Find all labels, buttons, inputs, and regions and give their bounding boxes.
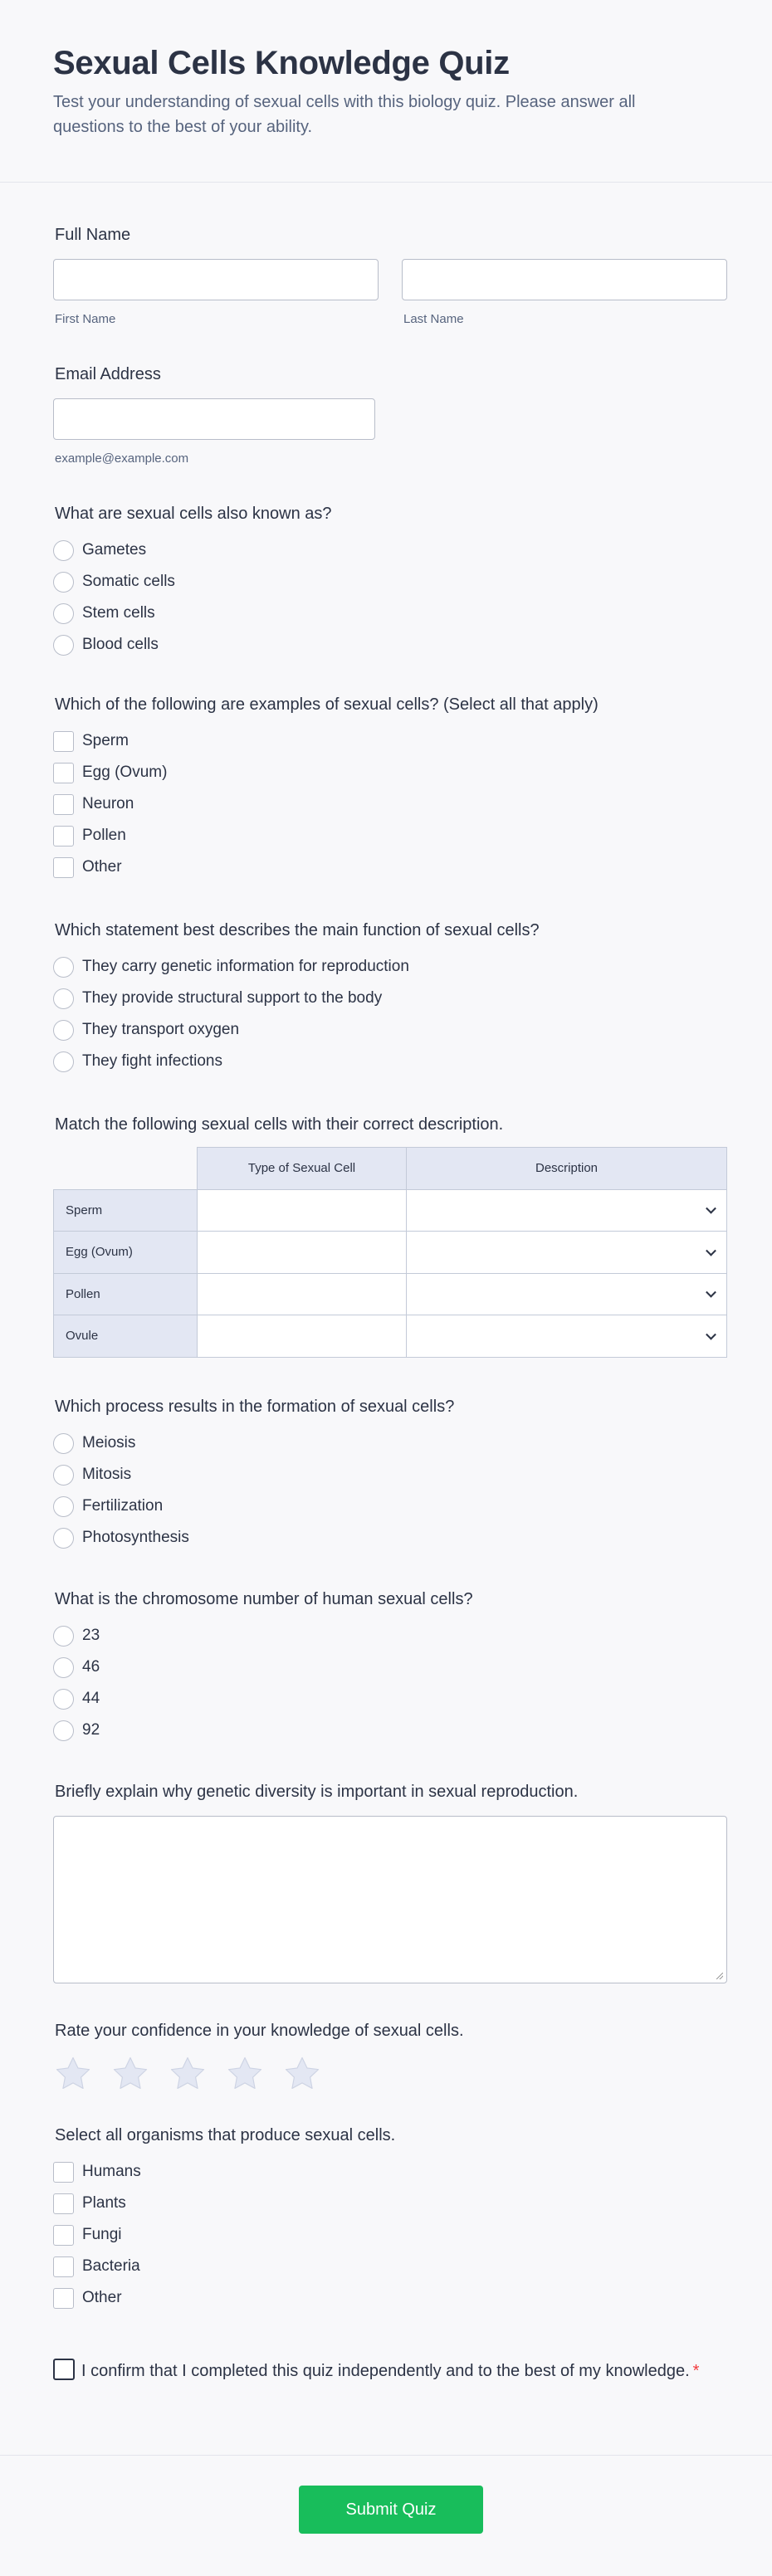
radio-option[interactable] [53, 1715, 727, 1746]
email-input[interactable] [53, 398, 375, 440]
checkbox-option[interactable] [53, 725, 727, 757]
description-select[interactable] [407, 1273, 727, 1315]
radio-option[interactable] [53, 1427, 727, 1459]
column-header-type: Type of Sexual Cell [198, 1148, 407, 1190]
radio-option[interactable] [53, 1490, 727, 1522]
star-rating [53, 2055, 727, 2093]
full-name-label: Full Name [55, 226, 131, 244]
question-confidence-rating [53, 2020, 727, 2093]
last-name-sublabel: Last Name [403, 312, 464, 326]
question-label: Match the following sexual cells with their correct description. [55, 1115, 504, 1134]
table-row [54, 1273, 727, 1315]
option-label: Meiosis [82, 1434, 136, 1451]
star-icon[interactable] [168, 2055, 208, 2093]
radio-option[interactable] [53, 951, 727, 983]
description-select[interactable] [407, 1315, 727, 1358]
option-label: Fungi [82, 2226, 122, 2243]
radio-button[interactable] [53, 635, 74, 656]
radio-option[interactable] [53, 1014, 727, 1046]
option-label: 92 [82, 1721, 100, 1739]
option-label: Somatic cells [82, 573, 175, 590]
radio-group [53, 951, 727, 1077]
description-select[interactable] [407, 1189, 727, 1232]
chevron-down-icon [706, 1329, 716, 1340]
question-main-function [53, 920, 727, 1077]
form-footer [0, 2455, 772, 2576]
submit-button[interactable]: Submit Quiz [299, 2486, 483, 2534]
checkbox-option[interactable] [53, 788, 727, 820]
option-label: Other [82, 858, 122, 876]
type-input[interactable] [198, 1315, 407, 1358]
checkbox[interactable] [53, 2225, 74, 2246]
radio-button[interactable] [53, 988, 74, 1009]
option-label: They provide structural support to the body [82, 989, 383, 1007]
form-header [0, 0, 772, 183]
radio-option[interactable] [53, 1046, 727, 1077]
checkbox[interactable] [53, 2288, 74, 2309]
radio-button[interactable] [53, 1051, 74, 1072]
option-label: 23 [82, 1627, 100, 1644]
checkbox-option[interactable] [53, 2156, 727, 2188]
row-label: Egg (Ovum) [54, 1232, 198, 1274]
radio-button[interactable] [53, 1720, 74, 1741]
option-label: Egg (Ovum) [82, 764, 168, 781]
matching-table [53, 1147, 727, 1358]
option-label: Other [82, 2289, 122, 2306]
option-label: 44 [82, 1690, 100, 1707]
row-label: Pollen [54, 1273, 198, 1315]
table-row [54, 1189, 727, 1232]
checkbox-option[interactable] [53, 2251, 727, 2282]
star-icon[interactable] [53, 2055, 93, 2093]
option-label: Mitosis [82, 1466, 132, 1483]
email-field [53, 363, 727, 466]
checkbox[interactable] [53, 2256, 74, 2277]
radio-button[interactable] [53, 1433, 74, 1454]
radio-group [53, 1620, 727, 1746]
radio-option[interactable] [53, 983, 727, 1014]
radio-option[interactable] [53, 1683, 727, 1715]
page-title: Sexual Cells Knowledge Quiz [53, 45, 510, 81]
option-label: They transport oxygen [82, 1021, 240, 1038]
radio-option[interactable] [53, 1620, 727, 1651]
radio-button[interactable] [53, 1689, 74, 1710]
first-name-input[interactable] [53, 259, 379, 300]
checkbox[interactable] [53, 2162, 74, 2183]
resize-handle-icon[interactable] [716, 1973, 723, 1979]
row-label: Ovule [54, 1315, 198, 1358]
question-label: Which process results in the formation of sexual cells? [55, 1398, 455, 1416]
radio-button[interactable] [53, 1528, 74, 1549]
full-name-field [53, 224, 727, 326]
option-label: Pollen [82, 827, 126, 844]
question-label: Select all organisms that produce sexual cells. [55, 2126, 396, 2144]
question-sexual-cells-known-as [53, 503, 727, 661]
page-description: Test your understanding of sexual cells with this biology quiz. Please answer all questions to the best of your ability. [53, 93, 636, 136]
checkbox[interactable] [53, 826, 74, 846]
option-label: Fertilization [82, 1497, 164, 1515]
question-label: Which of the following are examples of sexual cells? (Select all that apply) [55, 695, 599, 714]
radio-button[interactable] [53, 603, 74, 624]
confirmation-field [53, 2359, 727, 2383]
option-label: Gametes [82, 541, 147, 559]
radio-button[interactable] [53, 540, 74, 561]
checkbox[interactable] [53, 794, 74, 815]
table-row [54, 1315, 727, 1358]
question-examples-of-sexual-cells [53, 694, 727, 883]
option-label: Blood cells [82, 636, 159, 653]
question-label: Which statement best describes the main function of sexual cells? [55, 921, 540, 939]
radio-button[interactable] [53, 957, 74, 978]
description-select[interactable] [407, 1232, 727, 1274]
question-formation-process [53, 1396, 727, 1554]
question-organisms-produce [53, 2125, 727, 2314]
radio-option[interactable] [53, 1651, 727, 1683]
first-name-sublabel: First Name [55, 312, 116, 326]
radio-option[interactable] [53, 1459, 727, 1490]
radio-option[interactable] [53, 534, 727, 566]
row-label: Sperm [54, 1189, 198, 1232]
email-label: Email Address [55, 365, 161, 383]
checkbox[interactable] [53, 2193, 74, 2214]
confirm-checkbox[interactable] [53, 2359, 75, 2380]
option-label: They carry genetic information for reproduction [82, 958, 409, 975]
table-row [54, 1232, 727, 1274]
question-label: Briefly explain why genetic diversity is important in sexual reproduction. [55, 1783, 579, 1801]
chevron-down-icon [706, 1246, 716, 1256]
checkbox-option[interactable] [53, 2282, 727, 2314]
radio-group [53, 1427, 727, 1554]
radio-button[interactable] [53, 572, 74, 593]
checkbox[interactable] [53, 857, 74, 878]
question-label: What is the chromosome number of human sexual cells? [55, 1590, 473, 1608]
option-label: Plants [82, 2194, 126, 2212]
radio-option[interactable] [53, 629, 727, 661]
option-label: Stem cells [82, 604, 155, 622]
option-label: Photosynthesis [82, 1529, 189, 1546]
radio-button[interactable] [53, 1496, 74, 1517]
question-match-sexual-cells [53, 1114, 727, 1358]
checkbox-option[interactable] [53, 820, 727, 851]
radio-button[interactable] [53, 1657, 74, 1678]
radio-option[interactable] [53, 566, 727, 598]
checkbox-option[interactable] [53, 851, 727, 883]
option-label: They fight infections [82, 1052, 222, 1070]
question-genetic-diversity [53, 1781, 727, 1983]
star-icon[interactable] [110, 2055, 150, 2093]
type-input[interactable] [198, 1273, 407, 1315]
option-label: Neuron [82, 795, 134, 812]
checkbox-option[interactable] [53, 2219, 727, 2251]
radio-group [53, 534, 727, 661]
option-label: Sperm [82, 732, 129, 749]
chevron-down-icon [706, 1203, 716, 1214]
radio-button[interactable] [53, 1465, 74, 1486]
star-icon[interactable] [282, 2055, 322, 2093]
type-input[interactable] [198, 1232, 407, 1274]
option-label: 46 [82, 1658, 100, 1676]
radio-button[interactable] [53, 1626, 74, 1647]
radio-option[interactable] [53, 598, 727, 629]
star-icon[interactable] [225, 2055, 265, 2093]
checkbox-option[interactable] [53, 757, 727, 788]
checkbox[interactable] [53, 731, 74, 752]
checkbox-group [53, 2156, 727, 2314]
option-label: Humans [82, 2163, 141, 2180]
email-sublabel: example@example.com [55, 451, 189, 466]
confirm-label: I confirm that I completed this quiz independently and to the best of my knowledge. [81, 2362, 690, 2380]
chevron-down-icon [706, 1287, 716, 1298]
radio-option[interactable] [53, 1522, 727, 1554]
question-chromosome-number [53, 1588, 727, 1746]
radio-button[interactable] [53, 1020, 74, 1041]
required-mark: * [692, 2362, 700, 2380]
column-header-description: Description [407, 1148, 727, 1190]
question-label: Rate your confidence in your knowledge of sexual cells. [55, 2022, 464, 2040]
type-input[interactable] [198, 1189, 407, 1232]
checkbox-group [53, 725, 727, 883]
checkbox[interactable] [53, 763, 74, 783]
explanation-textarea[interactable] [53, 1816, 727, 1983]
last-name-input[interactable] [402, 259, 727, 300]
option-label: Bacteria [82, 2257, 140, 2275]
checkbox-option[interactable] [53, 2188, 727, 2219]
question-label: What are sexual cells also known as? [55, 505, 332, 523]
